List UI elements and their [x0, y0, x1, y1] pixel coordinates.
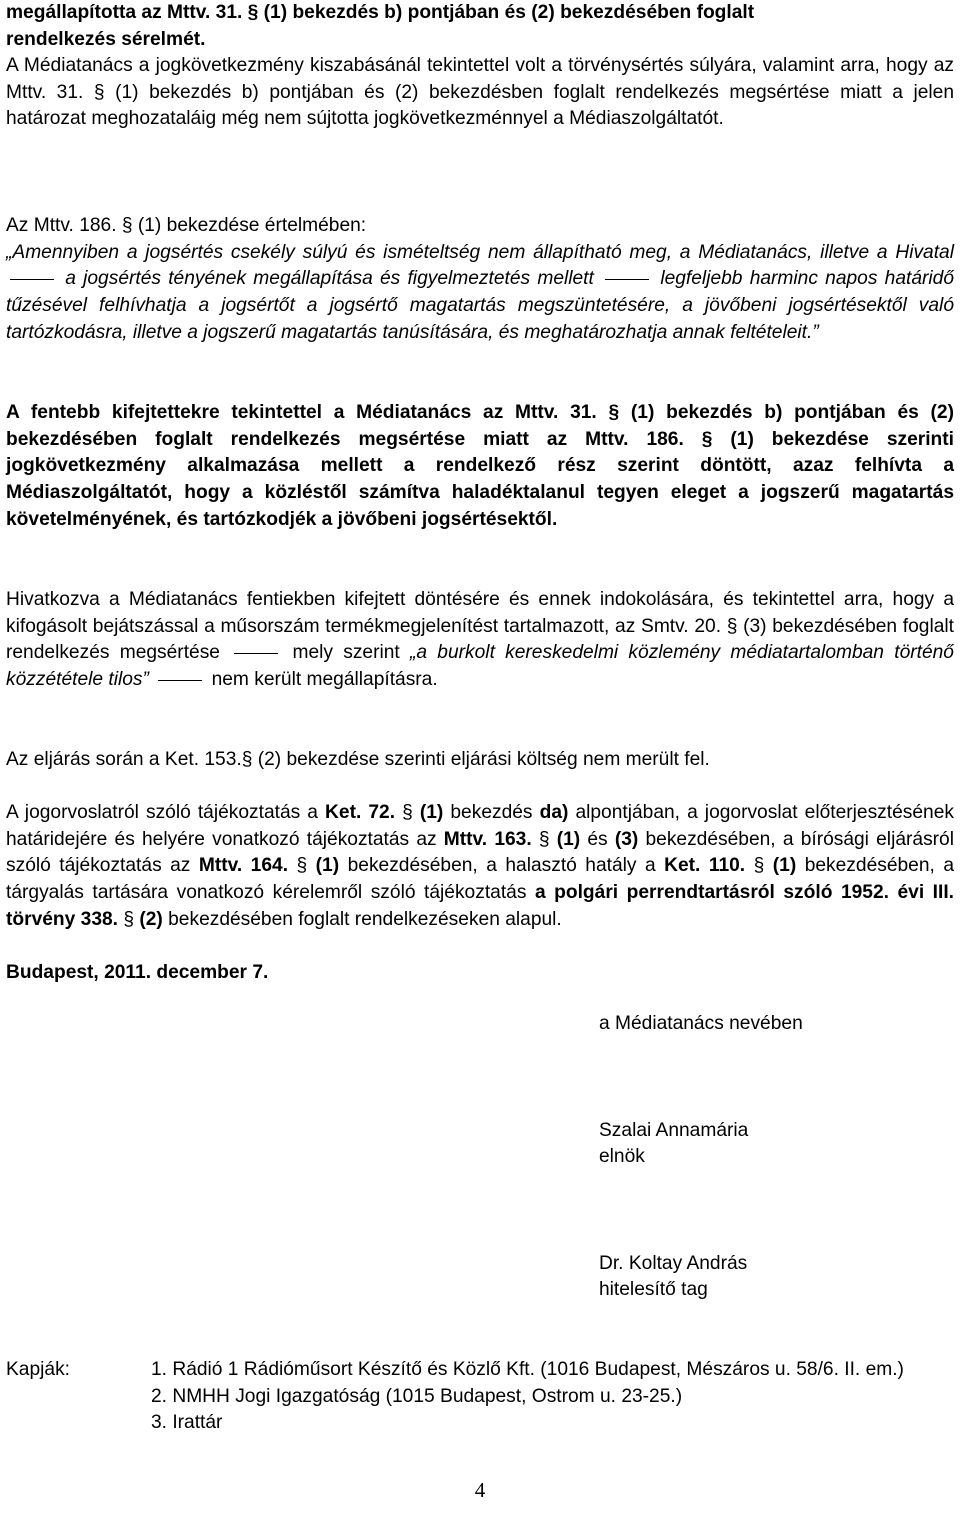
- signature-on-behalf: a Médiatanács nevében: [599, 1013, 803, 1034]
- placement-text-a: Hivatkozva a Médiatanács fentiekben kifejtett döntésére és ennek indokolására, és tekintettel arra, hogy a kifogásolt bejátszással a műsorszám termékmegjelenítést tartalmazott, az Smtv. 20. § (3) bekezdésében foglalt rendelkezés megsértése: [6, 589, 954, 664]
- remedy-text: §: [745, 855, 773, 877]
- remedy-text: bekezdésében, a tárgyalás tartására vonatkozó kérelemről szóló tájékoztatás: [6, 855, 954, 904]
- remedy-text: §: [395, 802, 420, 823]
- paragraph-decision: A fentebb kifejtettekre tekintettel a Médiatanács az Mttv. 31. § (1) bekezdés b) pontjában és (2) bekezdésében foglalt rendelkezés megsértése miatt az Mttv. 186. § (1) bekezdése szerinti jogkövetkezmény alkalmazása mellett a rendelkező rész szerint döntött, azaz felhívta a Médiaszolgáltatót, hogy a közléstől számítva haladéktalanul tegyen eleget a jogszerű magatartás követelményének, és tartózkodjék a jövőbeni jogsértésektől.: [6, 402, 954, 530]
- remedy-ref: da): [539, 802, 569, 823]
- recipients-list: [151, 1357, 954, 1437]
- place-and-date: Budapest, 2011. december 7.: [6, 962, 269, 983]
- remedy-text: §: [118, 908, 140, 930]
- paragraph-remedy-info: [6, 800, 954, 934]
- quote-text-a: „Amennyiben a jogsértés csekély súlyú és ismételtség nem állapítható meg, a Médiatanács, illetve a Hivatal: [6, 241, 954, 263]
- remedy-ref: (1): [315, 855, 340, 877]
- findings-line-1: megállapította az Mttv. 31. § (1) bekezdés b) pontjában és (2) bekezdésében foglalt: [6, 2, 755, 23]
- recipients-label: Kapják:: [6, 1359, 70, 1380]
- em-dash-rule: [10, 279, 54, 280]
- quote-text-b: a jogsértés tényének megállapítása és figyelmeztetés mellett: [65, 268, 594, 290]
- placement-text-d: nem került megállapításra.: [211, 669, 438, 691]
- quote-text-c: legfeljebb harminc napos határidő tűzésével felhívhatja a jogsértőt a jogsértő magatartás megszüntetésére, a jövőbeni jogsértésektől való tartózkodásra, illetve a jogszerű magatartás tanúsítására, és meghatározhatja annak feltételeit.”: [6, 268, 954, 343]
- paragraph-findings: [6, 0, 954, 53]
- remedy-ref: Ket. 72.: [325, 802, 396, 823]
- signature-name-authenticator: Dr. Koltay András: [599, 1253, 748, 1274]
- remedy-text: alpontjában, a jogorvoslat előterjesztésének határidejére és helyére vonatkozó tájékoztatás az: [6, 802, 954, 850]
- remedy-ref: (1): [419, 802, 444, 823]
- recipient-item: 2. NMHH Jogi Igazgatóság (1015 Budapest, Ostrom u. 23-25.): [151, 1385, 683, 1407]
- remedy-text: §: [531, 828, 557, 850]
- paragraph-legal-quote: [6, 213, 954, 347]
- remedy-text: bekezdésében, a bírósági eljárásról szóló tájékoztatás az: [6, 828, 954, 877]
- remedy-ref: (3): [614, 828, 639, 850]
- remedy-ref: (2): [139, 908, 163, 930]
- paragraph-product-placement: [6, 587, 954, 694]
- remedy-ref: Mttv. 164.: [198, 855, 289, 877]
- remedy-ref: (1): [556, 828, 581, 850]
- remedy-text: A jogorvoslatról szóló tájékoztatás a: [6, 802, 326, 823]
- remedy-ref: a polgári perrendtartásról szóló 1952. évi III. törvény 338.: [6, 882, 955, 930]
- remedy-ref: Mttv. 163.: [443, 828, 532, 850]
- remedy-ref: Ket. 110.: [664, 855, 746, 877]
- page-number: 4: [474, 1478, 486, 1502]
- em-dash-rule: [234, 653, 278, 654]
- signature-title-president: elnök: [599, 1146, 645, 1167]
- remedy-text: és: [580, 828, 615, 850]
- document-page: [6, 0, 954, 1513]
- remedy-text: §: [288, 855, 316, 877]
- paragraph-costs: Az eljárás során a Ket. 153.§ (2) bekezdése szerinti eljárási költség nem merült fel.: [6, 749, 710, 770]
- placement-text-b: mely szerint: [292, 642, 400, 664]
- remedy-ref: (1): [772, 855, 797, 877]
- em-dash-rule: [158, 680, 202, 681]
- remedy-text: bekezdésében foglalt rendelkezéseken alapul.: [162, 908, 562, 930]
- placement-quote: „a burkolt kereskedelmi közlemény médiatartalomban történő közzététele tilos”: [6, 642, 954, 691]
- recipient-item: 1. Rádió 1 Rádióműsort Készítő és Közlő Kft. (1016 Budapest, Mészáros u. 58/6. II. em.): [151, 1359, 904, 1380]
- remedy-text: bekezdésében, a halasztó hatály a: [339, 855, 665, 877]
- quote-intro: Az Mttv. 186. § (1) bekezdése értelmében:: [6, 215, 367, 236]
- signature-title-authenticator: hitelesítő tag: [599, 1279, 708, 1300]
- em-dash-rule: [605, 279, 649, 280]
- recipient-item: 3. Irattár: [151, 1412, 223, 1434]
- paragraph-sanction-consideration: A Médiatanács a jogkövetkezmény kiszabásánál tekintettel volt a törvénysértés súlyára, valamint arra, hogy az Mttv. 31. § (1) bekezdés b) pontjában és (2) bekezdésben foglalt rendelkezés megsértése miatt a jelen határozat meghozataláig még nem sújtotta jogkövetkezménnyel a Médiaszolgáltatót.: [6, 55, 954, 130]
- findings-line-2: rendelkezés sérelmét.: [6, 28, 206, 50]
- remedy-text: bekezdés: [443, 802, 540, 823]
- signature-name-president: Szalai Annamária: [599, 1120, 749, 1141]
